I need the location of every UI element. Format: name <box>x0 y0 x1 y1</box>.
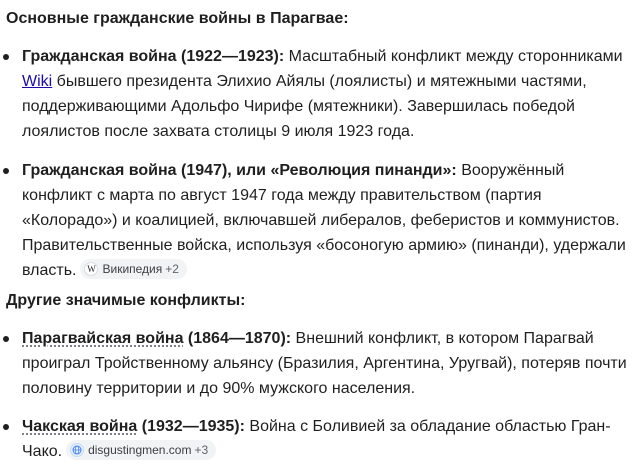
source-chip-count: +2 <box>165 261 179 276</box>
item-description: Война с Боливией за обладание областью Гран-Чако. <box>22 418 611 460</box>
globe-icon <box>70 443 84 457</box>
bullet-icon <box>3 54 9 60</box>
item-description: Внешний конфликт, в котором Парагвай проиграл Тройственному альянсу (Бразилия, Аргентина, Уругвай), потеряв почти половину территории и до 90% мужского населения. <box>22 330 627 397</box>
wiki-link[interactable]: Wiki <box>22 73 53 90</box>
bullet-icon <box>3 336 9 342</box>
other-conflicts-list <box>0 326 632 464</box>
source-chip-label: Википедия <box>102 261 163 276</box>
item-term-link[interactable]: Чакская война <box>22 418 138 435</box>
item-term <box>22 418 245 435</box>
list-item-text <box>22 158 632 283</box>
list-item <box>0 44 632 144</box>
item-term-dates: (1932—1935): <box>137 418 245 435</box>
list-item <box>0 414 632 464</box>
item-term-dates: (1864—1870): <box>183 330 292 347</box>
item-description: Вооружённый конфликт с марта по август 1947 года между правительством (партия «Колорадо») и коалицией, включавшей либералов, феберистов и коммунистов. Правительственные войска, используя «босоногую армию» (пинанди), удержали власть. <box>22 162 626 279</box>
source-chip-disgustingmen[interactable] <box>66 440 216 460</box>
list-item <box>0 326 632 401</box>
list-item-text <box>22 414 632 464</box>
bullet-icon <box>3 168 9 174</box>
list-item <box>0 158 632 283</box>
wikipedia-icon: W <box>84 262 98 276</box>
source-chip-count: +3 <box>194 442 209 457</box>
section-heading-civil-wars: Основные гражданские войны в Парагвае: <box>6 10 349 27</box>
section-heading-other-conflicts: Другие значимые конфликты: <box>6 292 246 309</box>
list-item-text <box>22 326 632 401</box>
civil-wars-list <box>0 44 632 283</box>
item-term: Гражданская война (1947), или «Революция пинанди»: <box>22 162 457 179</box>
item-term <box>22 330 291 347</box>
bullet-icon <box>3 424 9 430</box>
item-description-continued: бывшего президента Элихио Айялы (лоялисты) и мятежными частями, поддерживающими Адольфо Чирифе (мятежники). Завершилась победой лоялистов после захвата столицы 9 июля 1923 года. <box>22 73 587 140</box>
item-description: Масштабный конфликт между сторонниками <box>284 48 623 65</box>
source-chip-label: disgustingmen.com <box>88 442 192 457</box>
list-item-text <box>22 44 632 144</box>
item-term: Гражданская война (1922—1923): <box>22 48 285 65</box>
source-chip-wikipedia[interactable] <box>80 259 186 279</box>
item-term-link[interactable]: Парагвайская война <box>22 330 184 347</box>
